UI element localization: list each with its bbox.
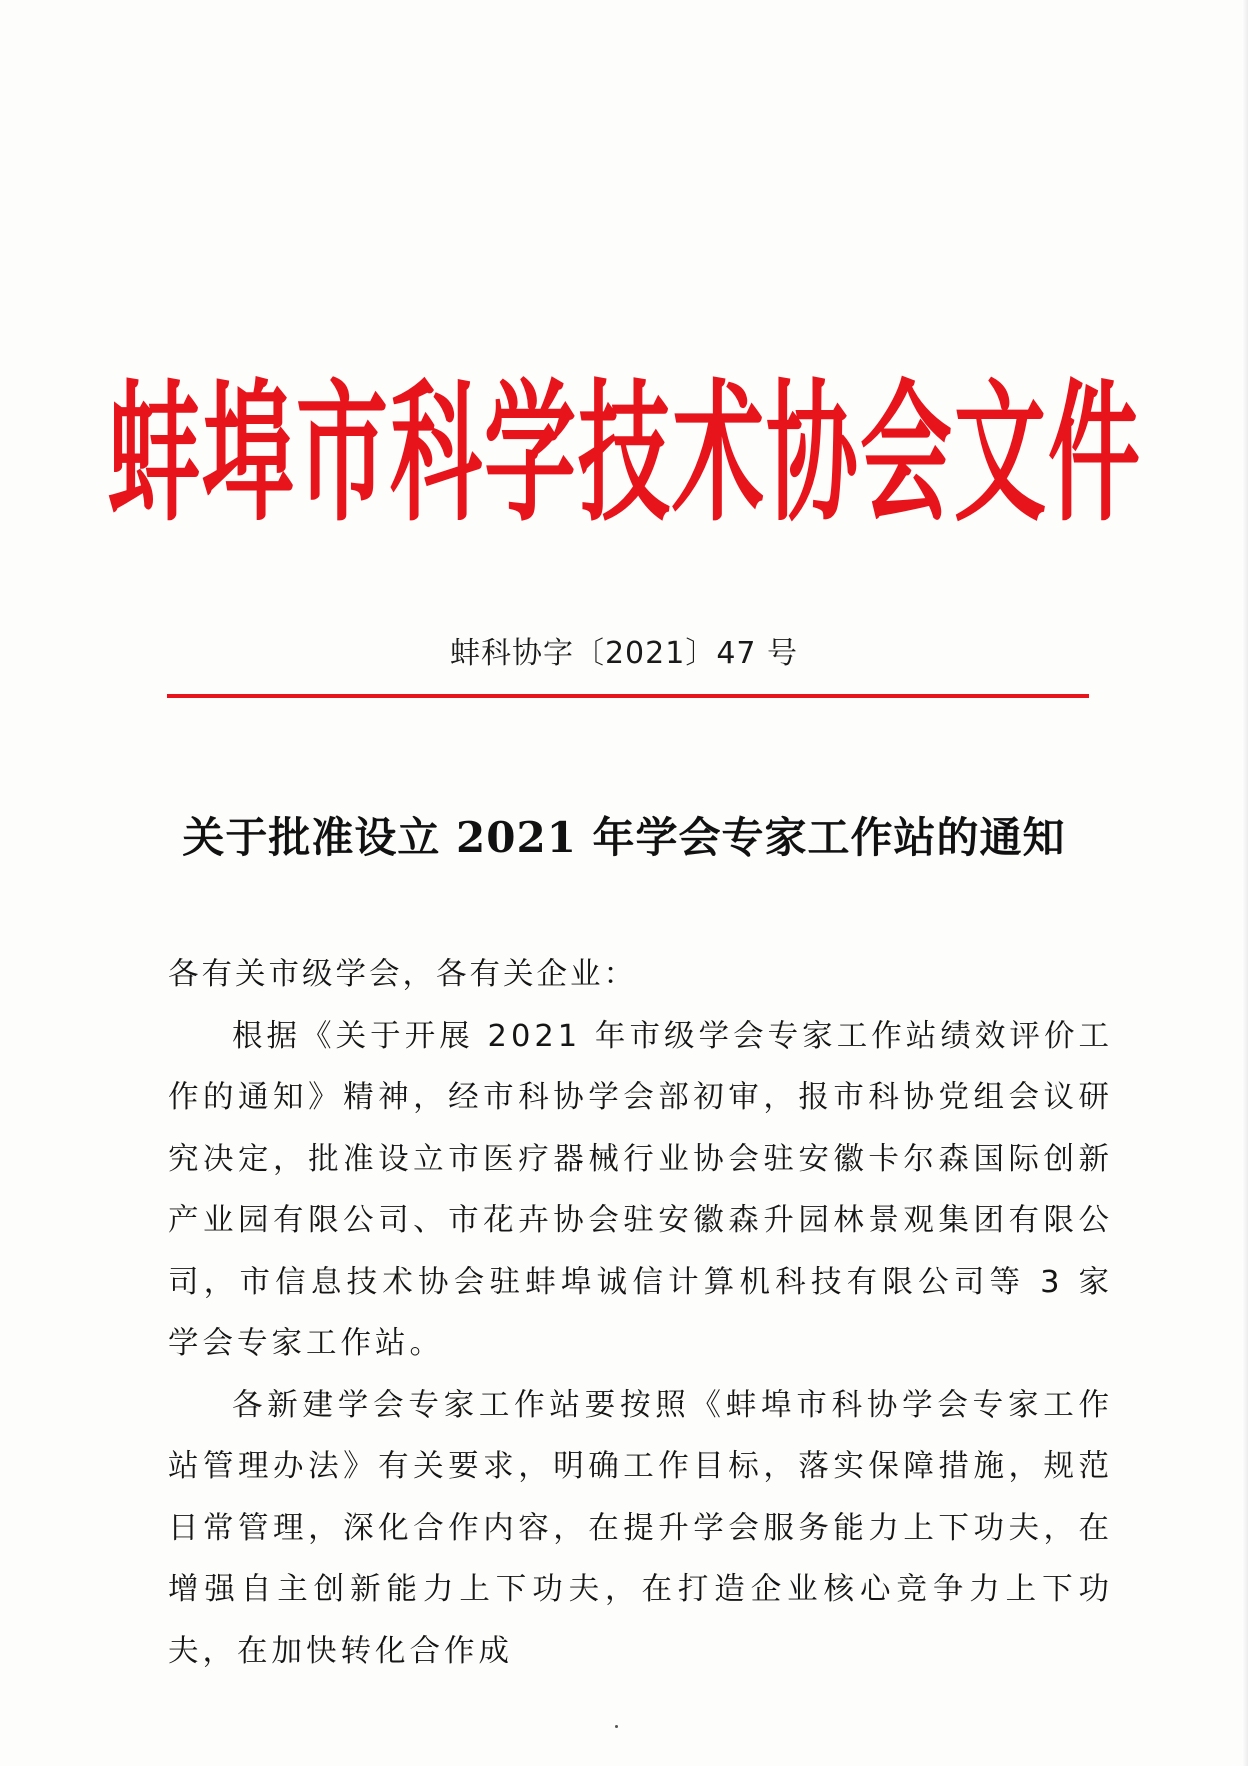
masthead-title: 蚌埠市科学技术协会文件 <box>108 365 1143 543</box>
document-body <box>168 944 1113 1682</box>
masthead <box>108 365 1143 545</box>
scan-edge-shadow <box>1242 0 1248 1766</box>
document-number: 蚌科协字〔2021〕47 号 <box>449 636 799 671</box>
body-paragraph-2: 各新建学会专家工作站要按照《蚌埠市科协学会专家工作站管理办法》有关要求，明确工作目标，落实保障措施，规范日常管理，深化合作内容，在提升学会服务能力上下功夫，在增强自主创新能力上下功夫，在打造企业核心竞争力上下功夫，在加快转化合作成 <box>168 1387 1113 1669</box>
document-title: 关于批准设立 2021 年学会专家工作站的通知 <box>182 813 1066 862</box>
scan-speck <box>615 1725 618 1728</box>
red-divider-rule <box>167 694 1089 698</box>
body-paragraph-1: 根据《关于开展 2021 年市级学会专家工作站绩效评价工作的通知》精神，经市科协学会部初审，报市科协党组会议研究决定，批准设立市医疗器械行业协会驻安徽卡尔森国际创新产业园有限公司、市花卉协会驻安徽森升园林景观集团有限公司，市信息技术协会驻蚌埠诚信计算机科技有限公司等 3 家学会专家工作站。 <box>168 1018 1113 1361</box>
salutation: 各有关市级学会，各有关企业： <box>168 957 637 992</box>
